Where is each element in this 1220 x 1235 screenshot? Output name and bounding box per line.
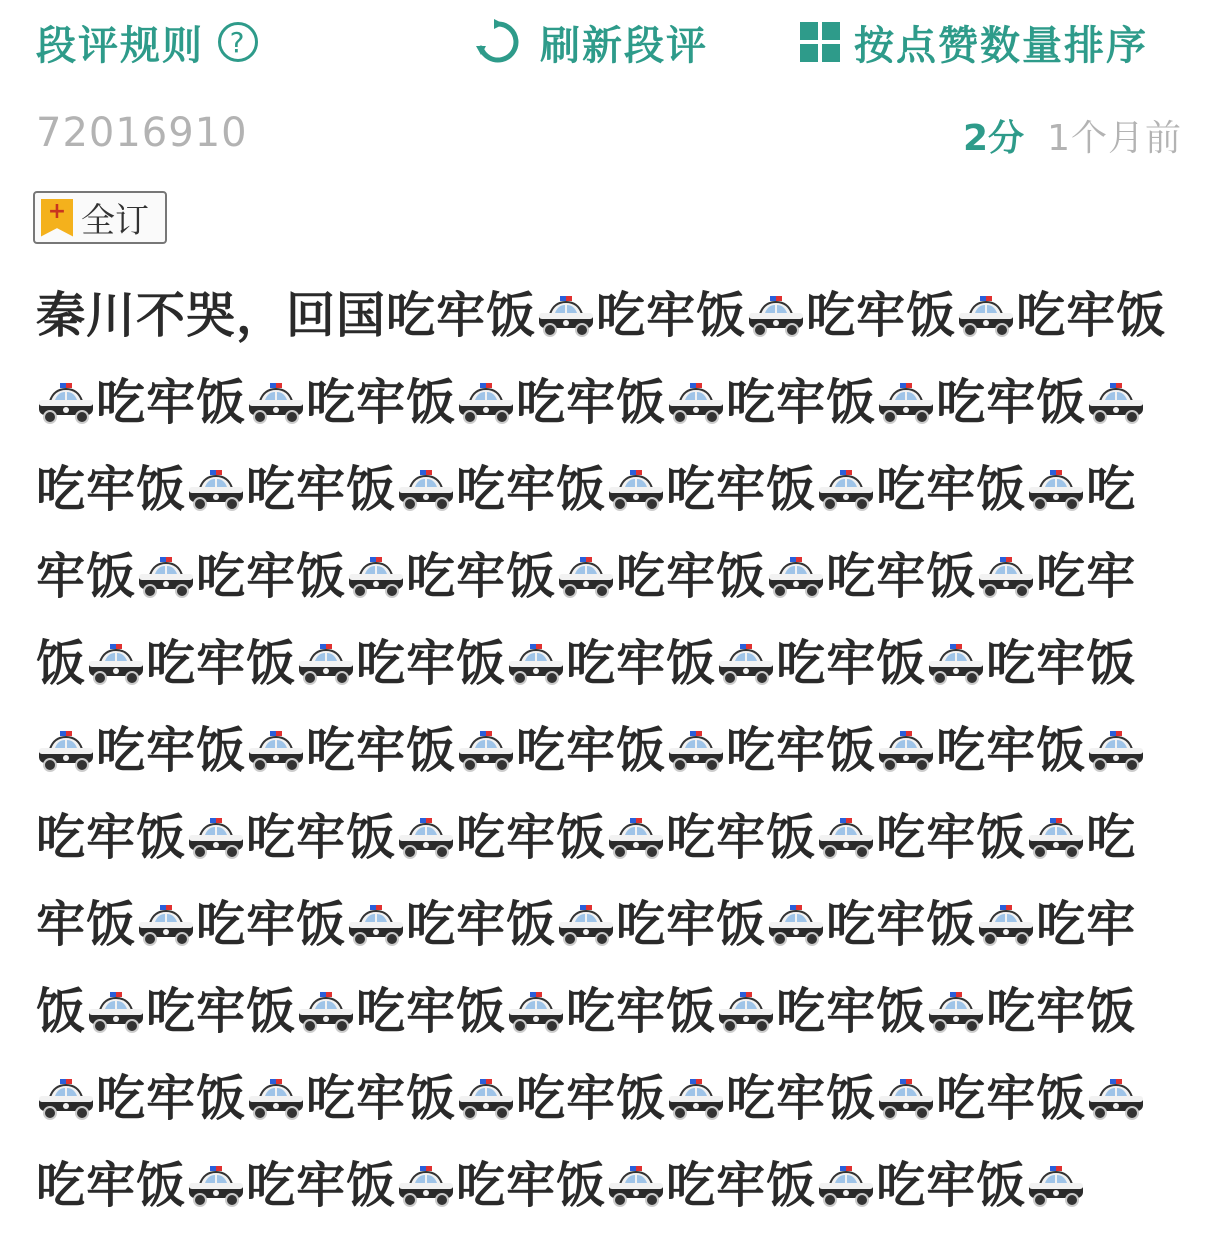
comment-phrase: 吃牢饭 — [96, 1070, 247, 1127]
police-car-icon — [296, 626, 356, 670]
comment-phrase: 吃牢饭 — [936, 374, 1087, 431]
police-car-icon — [86, 626, 146, 670]
comment-phrase: 吃牢饭 — [666, 809, 817, 866]
police-car-icon — [186, 800, 246, 844]
subscription-badge — [33, 191, 167, 244]
police-car-icon — [716, 974, 776, 1018]
comment-phrase: 吃牢饭 — [306, 1070, 457, 1127]
comment-phrase: 吃牢饭 — [566, 983, 717, 1040]
comment-phrase: 吃牢饭 — [196, 896, 347, 953]
police-car-icon — [606, 800, 666, 844]
comment-body — [36, 272, 1186, 1229]
police-car-icon — [246, 713, 306, 757]
police-car-icon — [296, 974, 356, 1018]
police-car-icon — [1086, 713, 1146, 757]
comment-phrase: 吃牢饭 — [246, 461, 397, 518]
rules-link[interactable] — [36, 14, 258, 70]
police-car-icon — [606, 1148, 666, 1192]
police-car-icon — [186, 1148, 246, 1192]
comment-phrase: 吃牢饭 — [386, 287, 537, 344]
comment-phrase: 吃牢饭 — [306, 374, 457, 431]
comment-phrase: 吃牢饭 — [196, 548, 347, 605]
police-car-icon — [766, 887, 826, 931]
refresh-label: 刷新段评 — [540, 22, 708, 69]
comment-phrase: 吃牢饭 — [96, 374, 247, 431]
comment-phrase: 吃牢饭 — [596, 287, 747, 344]
police-car-icon — [1026, 452, 1086, 496]
comment-phrase: 吃牢饭 — [456, 1157, 607, 1214]
police-car-icon — [36, 365, 96, 409]
comment-phrase: 吃牢饭 — [986, 635, 1137, 692]
comment-phrase: 吃牢饭 — [406, 548, 557, 605]
police-car-icon — [766, 539, 826, 583]
comment-phrase: 吃牢饭 — [666, 461, 817, 518]
comment-phrase: 吃牢饭 — [36, 809, 1137, 953]
police-car-icon — [136, 887, 196, 931]
comment-phrase: 吃牢饭 — [876, 461, 1027, 518]
comment-phrase: 吃牢饭 — [936, 722, 1087, 779]
police-car-icon — [816, 1148, 876, 1192]
comment-phrase: 吃牢饭 — [146, 635, 297, 692]
police-car-icon — [926, 974, 986, 1018]
police-car-icon — [1026, 800, 1086, 844]
comment-phrase: 吃牢饭 — [776, 635, 927, 692]
police-car-icon — [746, 278, 806, 322]
police-car-icon — [876, 365, 936, 409]
comment-phrase: 吃牢饭 — [776, 983, 927, 1040]
comment-phrase: 吃牢饭 — [36, 548, 1137, 692]
police-car-icon — [876, 1061, 936, 1105]
comment-phrase: 吃牢饭 — [246, 809, 397, 866]
police-car-icon — [876, 713, 936, 757]
comment-phrase: 吃牢饭 — [456, 809, 607, 866]
comment-phrase: 吃牢饭 — [516, 374, 667, 431]
police-car-icon — [556, 539, 616, 583]
police-car-icon — [246, 1061, 306, 1105]
comment-prefix: 秦川不哭，回国 — [36, 287, 387, 344]
comment-meta — [0, 104, 1220, 164]
police-car-icon — [816, 452, 876, 496]
police-car-icon — [186, 452, 246, 496]
comment-phrase: 吃牢饭 — [36, 461, 187, 518]
comment-toolbar — [0, 0, 1220, 90]
police-car-icon — [1086, 1061, 1146, 1105]
comment-phrase: 吃牢饭 — [356, 983, 507, 1040]
refresh-icon — [474, 18, 522, 66]
police-car-icon — [346, 539, 406, 583]
sort-by-likes-button[interactable] — [800, 14, 1148, 70]
comment-phrase: 吃牢饭 — [826, 896, 977, 953]
police-car-icon — [976, 887, 1036, 931]
comment-phrase: 吃牢饭 — [876, 809, 1027, 866]
comment-phrase: 吃牢饭 — [986, 983, 1137, 1040]
police-car-icon — [716, 626, 776, 670]
question-circle-icon[interactable]: ? — [218, 22, 258, 62]
score-badge: 2分 — [962, 118, 1024, 159]
police-car-icon — [506, 974, 566, 1018]
comment-phrase: 吃牢饭 — [146, 983, 297, 1040]
police-car-icon — [396, 800, 456, 844]
comment-phrase: 吃牢饭 — [456, 461, 607, 518]
comment-phrase: 吃牢饭 — [806, 287, 957, 344]
police-car-icon — [86, 974, 146, 1018]
police-car-icon — [926, 626, 986, 670]
sort-label: 按点赞数量排序 — [854, 22, 1148, 69]
police-car-icon — [456, 713, 516, 757]
comment-phrase: 吃牢饭 — [36, 1157, 187, 1214]
police-car-icon — [246, 365, 306, 409]
comment-phrase: 吃牢饭 — [36, 896, 1137, 1040]
police-car-icon — [36, 1061, 96, 1105]
police-car-icon — [1026, 1148, 1086, 1192]
police-car-icon — [536, 278, 596, 322]
police-car-icon — [816, 800, 876, 844]
police-car-icon — [976, 539, 1036, 583]
police-car-icon — [1086, 365, 1146, 409]
police-car-icon — [666, 365, 726, 409]
police-car-icon — [506, 626, 566, 670]
comment-phrase: 吃牢饭 — [566, 635, 717, 692]
comment-phrase: 吃牢饭 — [406, 896, 557, 953]
police-car-icon — [456, 1061, 516, 1105]
comment-phrase: 吃牢饭 — [36, 461, 1137, 605]
comment-phrase: 吃牢饭 — [516, 1070, 667, 1127]
user-id[interactable]: 72016910 — [36, 110, 248, 156]
police-car-icon — [36, 713, 96, 757]
police-car-icon — [136, 539, 196, 583]
comment-phrase: 吃牢饭 — [306, 722, 457, 779]
grid-icon — [800, 22, 840, 62]
timestamp: 1个月前 — [1047, 118, 1182, 159]
comment-phrase: 吃牢饭 — [666, 1157, 817, 1214]
comment-phrase: 吃牢饭 — [616, 548, 767, 605]
police-car-icon — [956, 278, 1016, 322]
comment-repeats — [36, 287, 1166, 1214]
comment-phrase: 吃牢饭 — [726, 1070, 877, 1127]
badge-label: 全订 — [81, 201, 149, 241]
comment-phrase: 吃牢饭 — [356, 635, 507, 692]
bookmark-icon — [41, 199, 73, 237]
police-car-icon — [396, 1148, 456, 1192]
police-car-icon — [606, 452, 666, 496]
comment-phrase: 吃牢饭 — [616, 896, 767, 953]
comment-phrase: 吃牢饭 — [936, 1070, 1087, 1127]
comment-phrase: 吃牢饭 — [826, 548, 977, 605]
comment-phrase: 吃牢饭 — [246, 1157, 397, 1214]
comment-phrase: 吃牢饭 — [96, 722, 247, 779]
comment-phrase: 吃牢饭 — [516, 722, 667, 779]
refresh-button[interactable] — [474, 14, 708, 70]
police-car-icon — [396, 452, 456, 496]
police-car-icon — [456, 365, 516, 409]
comment-phrase: 吃牢饭 — [876, 1157, 1027, 1214]
comment-phrase: 吃牢饭 — [726, 722, 877, 779]
police-car-icon — [666, 1061, 726, 1105]
police-car-icon — [666, 713, 726, 757]
comment-phrase: 吃牢饭 — [726, 374, 877, 431]
rules-label: 段评规则 — [36, 22, 204, 69]
police-car-icon — [346, 887, 406, 931]
comment-phrase: 吃牢饭 — [36, 809, 187, 866]
comment-phrase: 吃牢饭 — [1016, 287, 1167, 344]
police-car-icon — [556, 887, 616, 931]
